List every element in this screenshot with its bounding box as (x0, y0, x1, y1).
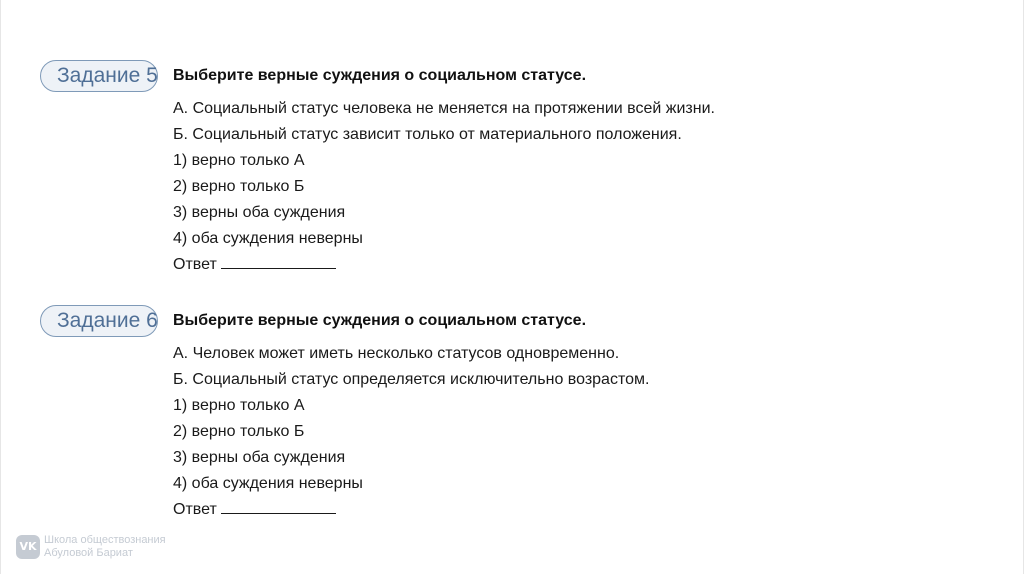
option-2: 2) верно только Б (173, 423, 305, 440)
task-badge-label: Задание 5 (57, 64, 158, 87)
option-1: 1) верно только А (173, 152, 305, 169)
question-title: Выберите верные суждения о социальном статусе. (173, 67, 587, 84)
answer-row (173, 252, 973, 278)
task-badge-label: Задание 6 (57, 309, 158, 332)
statement-a: А. Социальный статус человека не меняется на протяжении всей жизни. (173, 100, 715, 117)
option-4: 4) оба суждения неверны (173, 230, 363, 247)
slide-left-edge (0, 0, 1, 574)
statement-b: Б. Социальный статус определяется исключительно возрастом. (173, 371, 650, 388)
answer-row (173, 497, 973, 523)
task-content (173, 66, 973, 278)
answer-blank-line[interactable] (221, 254, 336, 269)
statement-a: А. Человек может иметь несколько статусов одновременно. (173, 345, 620, 362)
option-2: 2) верно только Б (173, 178, 305, 195)
statement-b: Б. Социальный статус зависит только от материального положения. (173, 126, 682, 143)
option-4: 4) оба суждения неверны (173, 475, 363, 492)
watermark-line-1: Школа обществознания (44, 534, 166, 546)
task-content (173, 311, 973, 523)
option-3: 3) верны оба суждения (173, 204, 346, 221)
answer-label: Ответ (173, 256, 217, 273)
option-3: 3) верны оба суждения (173, 449, 346, 466)
answer-label: Ответ (173, 501, 217, 518)
question-title: Выберите верные суждения о социальном статусе. (173, 312, 587, 329)
watermark-text (44, 534, 224, 560)
watermark-line-2: Абуловой Бариат (44, 547, 133, 559)
answer-blank-line[interactable] (221, 499, 336, 514)
option-1: 1) верно только А (173, 397, 305, 414)
vk-logo-icon: VK (16, 535, 40, 559)
